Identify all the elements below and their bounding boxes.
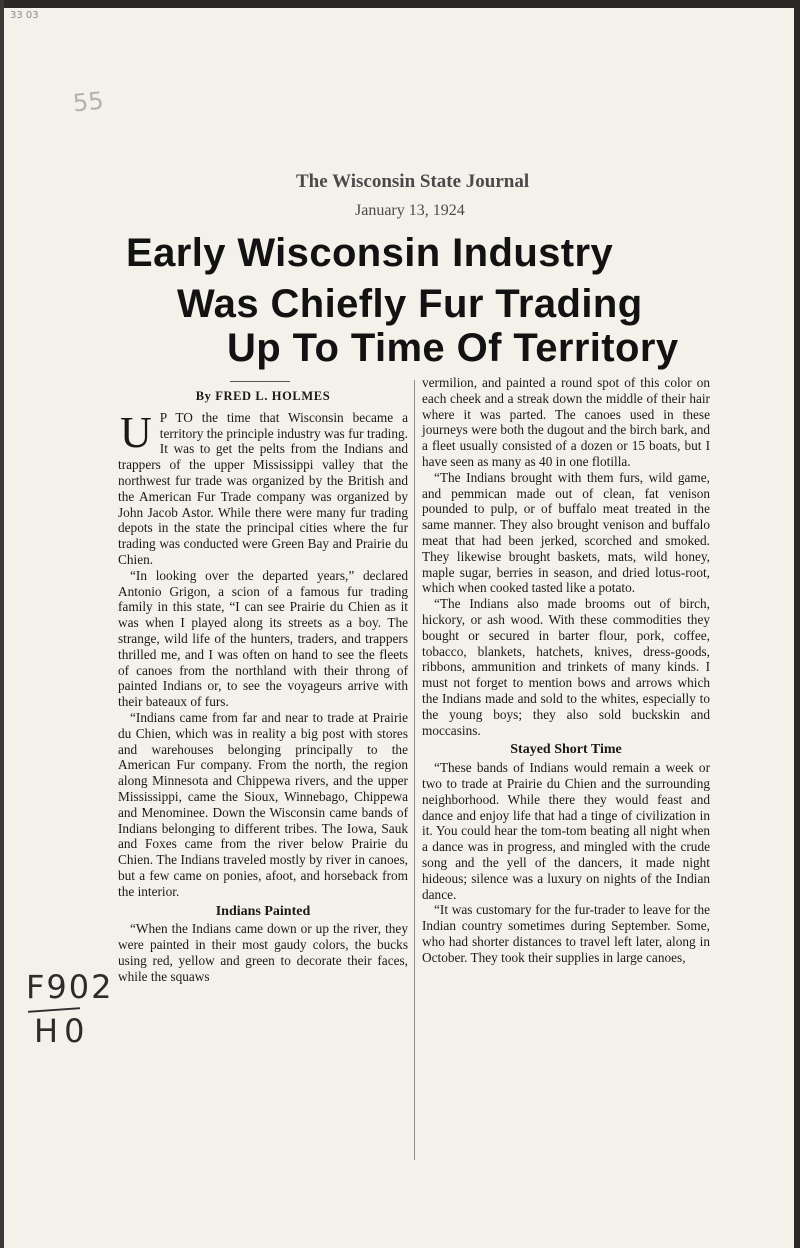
scan-edge-left (0, 0, 4, 1248)
newspaper-name: The Wisconsin State Journal (296, 171, 530, 192)
paragraph: “These bands of Indians would remain a week or two to trade at Prairie du Chien and the surrounding neighborhood. While there they would feast and dance and enjoy life that had a tinge of civilization in it. You could hear the tom-tom beating all night when a dance was in progress, and mingled with the crude song and the yell of the dancers, it made night hideous; silence was a luxury on nights of the Indian dance. (422, 760, 710, 902)
pencil-mark-top: 33 03 (10, 10, 39, 21)
headline-line-1: Early Wisconsin Industry (126, 231, 614, 275)
scan-edge-right (794, 0, 800, 1248)
article-column-1 (118, 389, 408, 984)
lead-paragraph-text: P TO the time that Wisconsin became a territory the principle industry was fur trading. It was to get the pelts from the Indians and trappers of the upper Mississippi valley that the northwest fur trade was organized by the British and the American Fur Trade company was organized by John Jacob Astor. While there were many fur trading depots in the state the principal cities where the fur trading was conducted were Green Bay and Prairie du Chien. (118, 409, 408, 567)
scan-edge-top (0, 0, 800, 8)
paragraph: “The Indians brought with them furs, wild game, and pemmican made out of clean, fat venison pounded to pulp, or of buffalo meat treated in the same manner. They also brought venison and buffalo meat that had been jerked, scorched and smoked. They likewise brought baskets, mats, wild honey, maple sugar, berries in season, and dried lotus-root, which when cooked tasted like a potato. (422, 469, 710, 596)
byline: By FRED L. HOLMES (195, 389, 331, 403)
call-number-line2: H0 (34, 1012, 91, 1050)
subheading-indians-painted: Indians Painted (215, 903, 311, 919)
headline-line-2: Was Chiefly Fur Trading (177, 282, 643, 326)
paragraph: “It was customary for the fur-trader to leave for the Indian country sometimes during September. Some, who had shorter distances to travel left later, along in October. They took their supplies in large canoes, (422, 902, 710, 965)
article-column-2 (422, 375, 710, 965)
headline-line-3: Up To Time Of Territory (227, 326, 679, 370)
paragraph: “In looking over the departed years,” declared Antonio Grigon, a scion of a famous fur trading family in this state, “I can see Prairie du Chien as it was when I played along its streets as a boy. The strange, wild life of the hunters, traders, and trappers thrilled me, and I was often on hand to see the fleets of canoes from the northland with their throng of painted Indians or, to see the voyageurs arrive with their bateaux of furs. (118, 567, 408, 710)
paragraph: vermilion, and painted a round spot of this color on each cheek and a streak down the middle of their hair where it was parted. The canoes used in these journeys were both the dugout and the birch bark, and a fleet usually consisted of a dozen or 15 boats, but I have seen as many as 40 in one flotilla. (422, 375, 710, 469)
subheading-stayed-short-time: Stayed Short Time (510, 742, 622, 758)
paragraph: “When the Indians came down or up the river, they were painted in their most gaudy colors, the bucks using red, yellow and green to decorate their faces, while the squaws (118, 921, 408, 984)
call-number-line1: F902 (26, 968, 114, 1006)
lead-paragraph (118, 410, 408, 568)
pencil-page-number: 55 (71, 86, 105, 118)
paragraph: “Indians came from far and near to trade at Prairie du Chien, which was in reality a big post with stores and warehouses belonging principally to the American Fur company. From the north, the region along Minnesota and Chippewa rivers, and the upper Mississippi, came the Sioux, Winnebago, Chippewa and Menominee. Down the Wisconsin came bands of Indians belonging to different tribes. The Iowa, Sauk and Foxes came from the river below Prairie du Chien. The Indians traveled mostly by river in canoes, but a few came on ponies, afoot, and horseback from the interior. (118, 709, 408, 899)
paragraph: “The Indians also made brooms out of birch, hickory, or ash wood. With these commodities they bought or secured in barter flour, pork, coffee, tobacco, blankets, hatchets, knives, dress-goods, ribbons, ammunition and trinkets of many kinds. I must not forget to mention bows and arrows which the Indians made and sold to the whites, especially to the young boys; they also sold buckskin and moccasins. (422, 596, 710, 738)
drop-cap: U (120, 409, 152, 457)
column-rule (414, 380, 415, 1160)
byline-rule (230, 381, 290, 382)
publication-date: January 13, 1924 (355, 202, 465, 219)
